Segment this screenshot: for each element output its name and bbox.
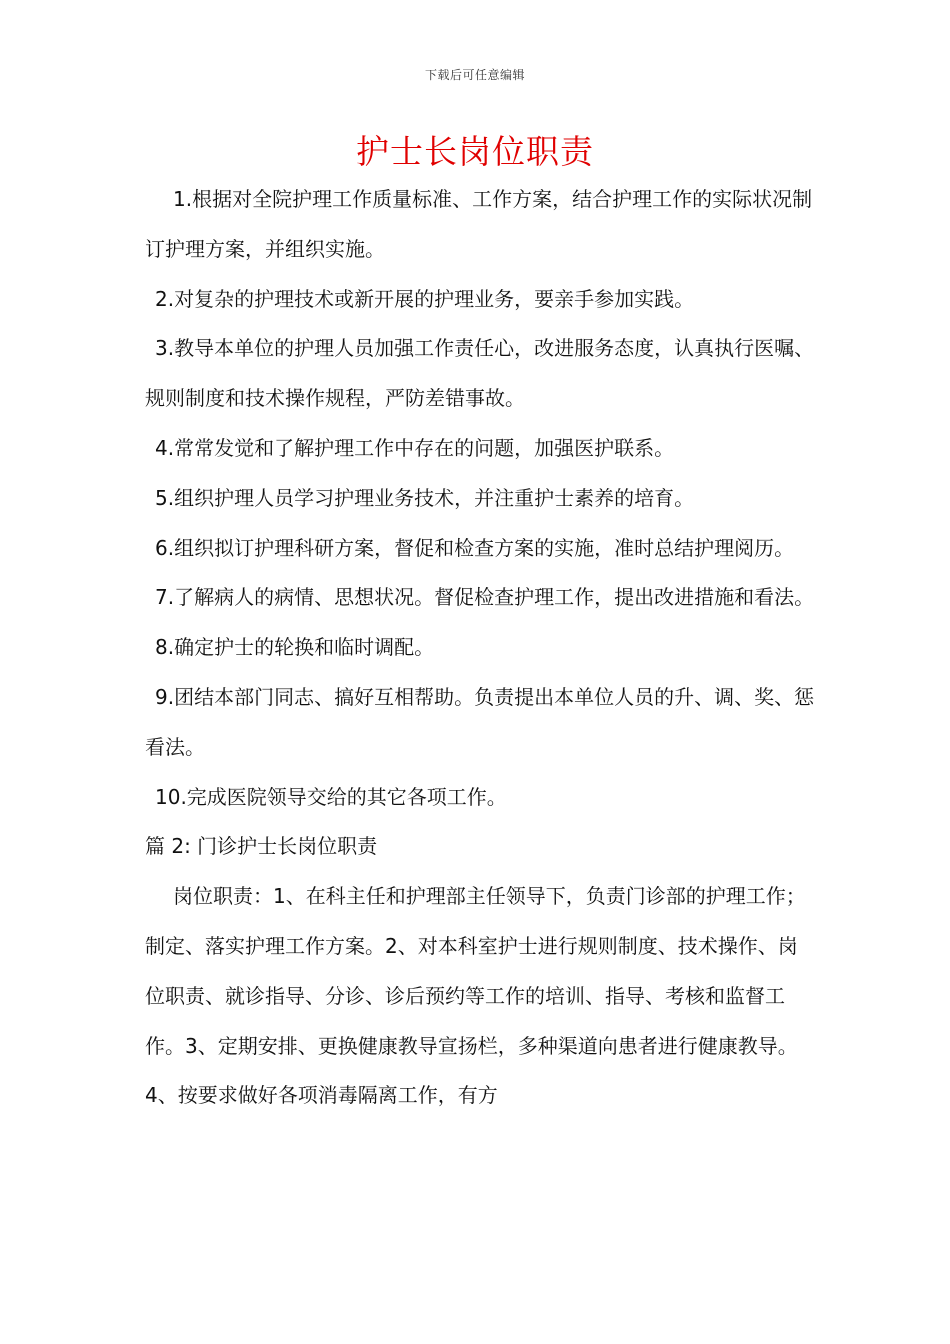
duty-item-7: 7.了解病人的病情、思想状况。督促检查护理工作，提出改进措施和看法。 — [155, 585, 815, 610]
document-body — [145, 175, 815, 1121]
duty-item-6: 6.组织拟订护理科研方案，督促和检查方案的实施，准时总结护理阅历。 — [155, 535, 795, 560]
header-note: 下载后可任意编辑 — [424, 68, 525, 82]
document-title: 护士长岗位职责 — [356, 132, 594, 171]
duty-item-8: 8.确定护士的轮换和临时调配。 — [155, 635, 435, 660]
duty-item-2: 2.对复杂的护理技术或新开展的护理业务，要亲手参加实践。 — [155, 286, 695, 311]
duty-item-1: 1.根据对全院护理工作质量标准、工作方案，结合护理工作的实际状况制订护理方案，并组织实施。 — [145, 187, 813, 261]
duty-item-4: 4.常常发觉和了解护理工作中存在的问题，加强医护联系。 — [155, 435, 675, 460]
section-heading: 篇 2: 门诊护士长岗位职责 — [145, 834, 378, 859]
duty-item-5: 5.组织护理人员学习护理业务技术，并注重护士素养的培育。 — [155, 485, 695, 510]
section-paragraph: 岗位职责：1、在科主任和护理部主任领导下，负责门诊部的护理工作；制定、落实护理工作方案。2、对本科室护士进行规则制度、技术操作、岗位职责、就诊指导、分诊、诊后预约等工作的培训、指导、考核和监督工作。3、定期安排、更换健康教导宣扬栏，多种渠道向患者进行健康教导。4、按要求做好各项消毒隔离工作，有方 — [145, 884, 806, 1108]
duty-item-10: 10.完成医院领导交给的其它各项工作。 — [155, 784, 507, 809]
duty-item-3: 3.教导本单位的护理人员加强工作责任心，改进服务态度，认真执行医嘱、规则制度和技术操作规程，严防差错事故。 — [145, 336, 815, 411]
duty-item-9: 9.团结本部门同志、搞好互相帮助。负责提出本单位人员的升、调、奖、惩看法。 — [145, 684, 815, 759]
